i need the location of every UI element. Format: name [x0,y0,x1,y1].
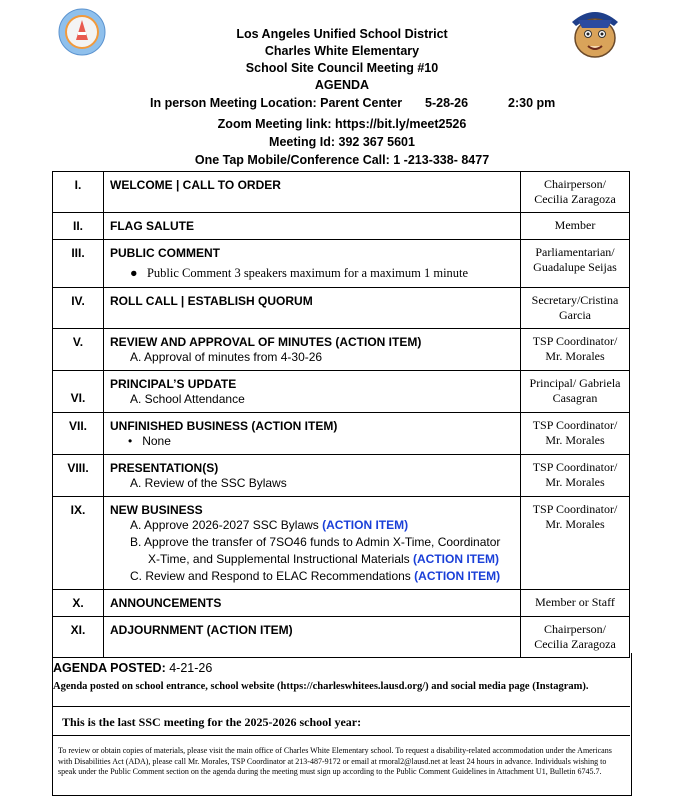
item-number: IV. [53,288,104,329]
item-number: I. [53,172,104,213]
subitem-text: A. Approve 2026-2027 SSC Bylaws [130,518,323,532]
presenter-role: TSP Coordinator/ [532,502,618,516]
presenter-name: Casagran [552,391,598,405]
bullet-text: None [142,434,171,448]
item-title: UNFINISHED BUSINESS (ACTION ITEM) [110,419,338,433]
agenda-row [53,455,630,497]
meeting-location: In person Meeting Location: Parent Center [150,96,403,110]
item-title: WELCOME | CALL TO ORDER [110,178,281,192]
subitem-text: C. Review and Respond to ELAC Recommendations [130,569,415,583]
agenda-row [53,497,630,590]
agenda-row [53,213,630,240]
item-number: II. [53,213,104,240]
agenda-row [53,329,630,371]
subitem-text: X-Time, and Supplemental Instructional Materials [148,552,414,566]
agenda-row [53,371,630,413]
item-subitem [110,517,514,534]
presenter-name: Cecilia Zaragoza [534,637,616,651]
item-title: FLAG SALUTE [110,219,194,233]
item-subitem: A. Review of the SSC Bylaws [130,476,287,490]
meeting-title: School Site Council Meeting #10 [245,61,439,75]
agenda-row [53,240,630,288]
item-title: ANNOUNCEMENTS [110,596,222,610]
presenter-name: Mr. Morales [545,349,605,363]
posted-label: AGENDA POSTED: [53,661,166,675]
item-number: X. [53,590,104,617]
item-number: VII. [53,413,104,455]
district-name: Los Angeles Unified School District [236,27,448,41]
presenter-role: Member or Staff [535,595,615,609]
agenda-row [53,413,630,455]
meeting-time: 2:30 pm [508,96,556,110]
presenter-role: Parliamentarian/ [535,245,615,259]
bullet-text: Public Comment 3 speakers maximum for a maximum 1 minute [146,266,469,280]
last-meeting-banner [52,706,630,736]
item-title: ROLL CALL | ESTABLISH QUORUM [110,294,313,308]
item-subitem [110,551,514,568]
item-number: III. [53,240,104,288]
presenter-name: Mr. Morales [545,517,605,531]
document-header [0,26,684,94]
item-number: XI. [53,617,104,658]
presenter-role: Chairperson/ [544,177,606,191]
action-item-tag: (ACTION ITEM) [413,552,500,566]
item-bullet: • None [128,434,171,448]
item-subitem [110,568,514,585]
conference-call: One Tap Mobile/Conference Call: 1 -213-338- 8477 [194,153,490,167]
action-item-tag: (ACTION ITEM) [322,518,409,532]
agenda-posted [53,661,212,675]
agenda-row [53,617,630,658]
meeting-date: 5-28-26 [425,96,469,110]
item-title: ADJOURNMENT (ACTION ITEM) [110,623,293,637]
school-name: Charles White Elementary [264,44,420,58]
item-title: NEW BUSINESS [110,503,203,517]
item-subitem: B. Approve the transfer of 7SO46 funds to Admin X-Time, Coordinator [130,535,501,549]
item-title: PRINCIPAL’S UPDATE [110,377,237,391]
item-title: PUBLIC COMMENT [110,246,220,260]
posted-date: 4-21-26 [165,661,213,675]
presenter-role: TSP Coordinator/ [532,334,618,348]
agenda-title: AGENDA [314,78,370,92]
presenter-name: Cecilia Zaragoza [534,192,616,206]
item-number: VIII. [53,455,104,497]
agenda-row [53,590,630,617]
presenter-role: TSP Coordinator/ [532,418,618,432]
item-number: IX. [53,497,104,590]
item-title: REVIEW AND APPROVAL OF MINUTES (ACTION ITEM) [110,335,422,349]
action-item-tag: (ACTION ITEM) [414,569,501,583]
presenter-role: Principal/ Gabriela [529,376,621,390]
presenter-name: Mr. Morales [545,433,605,447]
item-number: V. [53,329,104,371]
footer-notice: To review or obtain copies of materials, please visit the main office of Charles White Elementary school. To request a disability-related accommodation under the Americans with Disabilities Act (ADA), please call Mr. Morales, TSP Coordinator at 213-487-9172 or email at rmoral2@lausd.net at least 24 hours in advance. Individuals wishing to speak under the Public Comment section on the agenda during the meeting must sign up according to the Public Comment Guidelines in Attachment U1, Bulletin 6745.7. [58,746,612,776]
presenter-name: Guadalupe Seijas [533,260,617,274]
meeting-id: Meeting Id: 392 367 5601 [269,135,415,149]
agenda-table [52,171,630,658]
agenda-row [53,172,630,213]
posted-note: Agenda posted on school entrance, school website (https://charleswhitees.lausd.org/) and social media page (Instagram). [53,681,589,692]
item-number: VI. [53,371,104,413]
presenter-role: Member [554,218,596,232]
item-title: PRESENTATION(S) [110,461,219,475]
agenda-row [53,288,630,329]
zoom-link: Zoom Meeting link: https://bit.ly/meet2526 [217,117,467,131]
presenter-role: Chairperson/ [544,622,606,636]
presenter-name: Garcia [559,308,591,322]
item-bullet: ● Public Comment 3 speakers maximum for a maximum 1 minute [130,266,469,280]
presenter-name: Mr. Morales [545,475,605,489]
presenter-role: Secretary/Cristina [531,293,619,307]
item-subitem: A. Approval of minutes from 4-30-26 [130,350,323,364]
last-meeting-text: This is the last SSC meeting for the 2025-2026 school year: [62,715,362,729]
presenter-role: TSP Coordinator/ [532,460,618,474]
item-subitem: A. School Attendance [130,392,245,406]
